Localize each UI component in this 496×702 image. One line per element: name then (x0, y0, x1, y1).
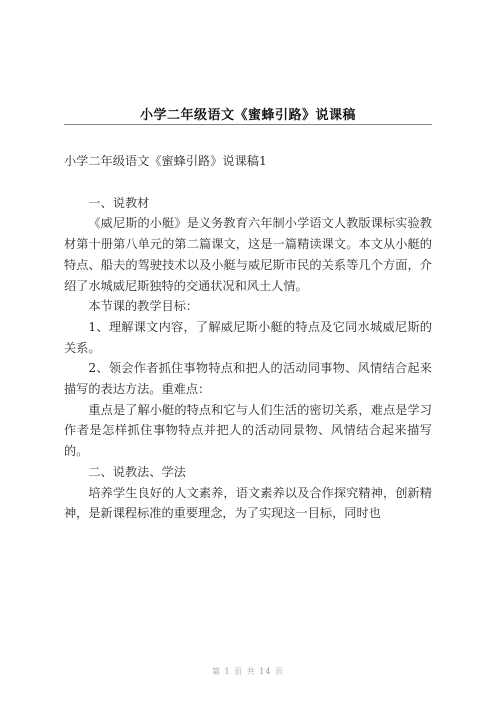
paragraph-4: 1、理解课文内容，了解威尼斯小艇的特点及它同水城威尼斯的关系。 (64, 319, 432, 355)
page-footer: 第 1 页 共 14 页 (212, 667, 284, 676)
title-divider (64, 124, 432, 125)
paragraph-3: 本节课的教学目标： (88, 299, 199, 314)
paragraph-6: 重点是了解小艇的特点和它与人们生活的密切关系，难点是学习作者是怎样抓住事物特点并把人的活动同景物、风情结合起来描写的。 (64, 402, 432, 459)
document-title: 小学二年级语文《蜜蜂引路》说课稿 (139, 108, 356, 123)
paragraph-8: 培养学生良好的人文素养，语文素养以及合作探究精神，创新精神，是新课程标准的重要理念，为了实现这一目标，同时也 (64, 485, 432, 521)
paragraph-5: 2、领会作者抓住事物特点和把人的活动同事物、风情结合起来描写的表达方法。重难点： (64, 361, 432, 397)
section-subtitle: 小学二年级语文《蜜蜂引路》说课稿1 (64, 154, 267, 168)
paragraph-2: 《威尼斯的小艇》是义务教育六年制小学语文人教版课标实验教材第十册第八单元的第二篇课文，这是一篇精读课文。本文从小艇的特点、船夫的驾驶技术以及小艇与威尼斯市民的关系等几个方面，介绍了水城威尼斯独特的交通状况和风土人情。 (64, 216, 432, 293)
document-body (64, 151, 432, 524)
paragraph-1: 一、说教材 (88, 195, 150, 210)
paragraph-7: 二、说教法、学法 (88, 464, 186, 479)
